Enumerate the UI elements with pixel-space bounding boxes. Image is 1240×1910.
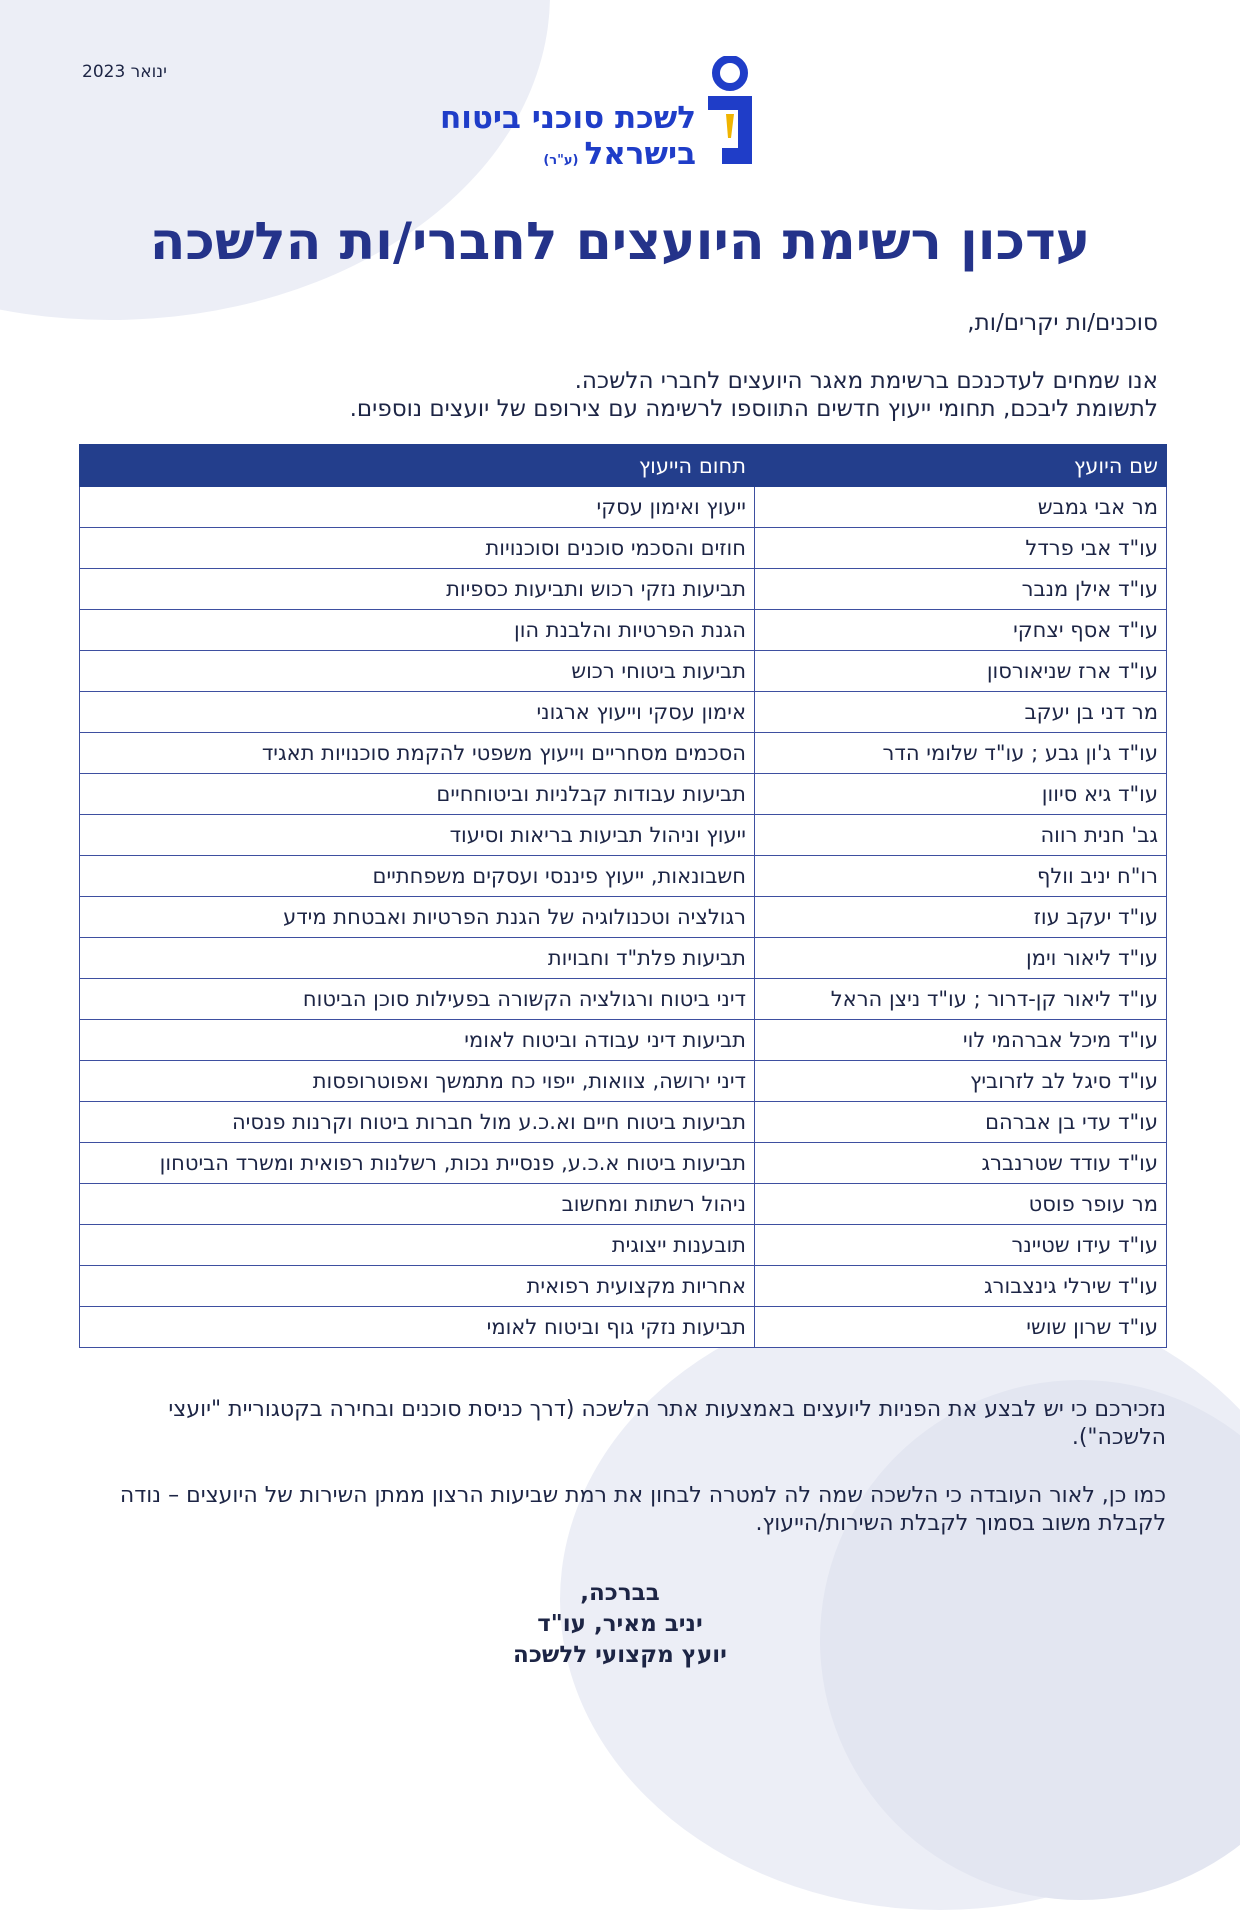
- logo-mark-icon: [700, 56, 760, 166]
- table-row: [80, 610, 1167, 651]
- advisor-name-cell: עו"ד עדי בן אברהם: [755, 1102, 1167, 1143]
- header-advisor-name: שם היועץ: [755, 445, 1167, 487]
- advisor-name-cell: עו"ד אבי פרדל: [755, 528, 1167, 569]
- table-body: [80, 487, 1167, 1348]
- logo-line2-text: בישראל: [584, 136, 696, 172]
- advisor-name-cell: עו"ד ג'ון גבע ; עו"ד שלומי הדר: [755, 733, 1167, 774]
- page-title: עדכון רשימת היועצים לחברי/ות הלשכה: [149, 212, 1091, 272]
- advisory-field-cell: תובענות ייצוגית: [80, 1225, 755, 1266]
- advisor-name-cell: עו"ד מיכל אברהמי לוי: [755, 1020, 1167, 1061]
- closing-paragraph-1: נזכירכם כי יש לבצע את הפניות ליועצים באמצעות אתר הלשכה (דרך כניסת סוכנים ובחירה בקטגוריית "יועצי הלשכה").: [168, 1397, 1166, 1450]
- table-row: [80, 528, 1167, 569]
- table-row: [80, 979, 1167, 1020]
- table-row: [80, 1266, 1167, 1307]
- advisor-name-cell: עו"ד שרון שושי: [755, 1307, 1167, 1348]
- advisory-field-cell: תביעות פלת"ד וחבויות: [80, 938, 755, 979]
- logo-text: [440, 100, 696, 179]
- advisor-name-cell: עו"ד עודד שטרנברג: [755, 1143, 1167, 1184]
- signature-block: [0, 1578, 1240, 1671]
- advisory-field-cell: תביעות נזקי רכוש ותביעות כספיות: [80, 569, 755, 610]
- table-row: [80, 774, 1167, 815]
- advisory-field-cell: תביעות דיני עבודה וביטוח לאומי: [80, 1020, 755, 1061]
- advisory-field-cell: אימון עסקי וייעוץ ארגוני: [80, 692, 755, 733]
- advisor-name-cell: עו"ד שירלי גינצבורג: [755, 1266, 1167, 1307]
- table-row: [80, 1307, 1167, 1348]
- advisor-name-cell: מר עופר פוסט: [755, 1184, 1167, 1225]
- advisory-field-cell: אחריות מקצועית רפואית: [80, 1266, 755, 1307]
- closing-paragraph-2: כמו כן, לאור העובדה כי הלשכה שמה לה למטרה לבחון את רמת שביעות הרצון ממתן השירות של היועצים – נודה לקבלת משוב בסמוך לקבלת השירות/הייעוץ.: [119, 1483, 1166, 1536]
- advisor-name-cell: רו"ח יניב וולף: [755, 856, 1167, 897]
- table-row: [80, 569, 1167, 610]
- document-date: ינואר 2023: [82, 62, 167, 82]
- intro-line: לתשומת ליבכם, תחומי ייעוץ חדשים התווספו לרשימה עם צירופם של יועצים נוספים.: [349, 396, 1158, 422]
- advisor-name-cell: עו"ד אילן מנבר: [755, 569, 1167, 610]
- advisor-name-cell: מר אבי גמבש: [755, 487, 1167, 528]
- advisory-field-cell: חוזים והסכמי סוכנים וסוכנויות: [80, 528, 755, 569]
- advisor-name-cell: עו"ד יעקב עוז: [755, 897, 1167, 938]
- advisor-name-cell: מר דני בן יעקב: [755, 692, 1167, 733]
- table-header-row: [80, 445, 1167, 487]
- advisory-field-cell: דיני ביטוח ורגולציה הקשורה בפעילות סוכן הביטוח: [80, 979, 755, 1020]
- advisory-field-cell: דיני ירושה, צוואות, ייפוי כח מתמשך ואפוטרופסות: [80, 1061, 755, 1102]
- advisor-name-cell: עו"ד סיגל לב לזרוביץ: [755, 1061, 1167, 1102]
- table-row: [80, 815, 1167, 856]
- table-row: [80, 1184, 1167, 1225]
- signature-name: יניב מאיר, עו"ד: [537, 1611, 703, 1637]
- advisor-name-cell: גב' חנית רווה: [755, 815, 1167, 856]
- table-row: [80, 487, 1167, 528]
- advisor-name-cell: עו"ד גיא סיוון: [755, 774, 1167, 815]
- table-row: [80, 897, 1167, 938]
- logo-suffix: (ע"ר): [543, 153, 579, 168]
- advisory-field-cell: תביעות עבודות קבלניות וביטוחחיים: [80, 774, 755, 815]
- advisor-name-cell: עו"ד ליאור וימן: [755, 938, 1167, 979]
- logo-line1: לשכת סוכני ביטוח: [439, 100, 696, 136]
- signature-role: יועץ מקצועי ללשכה: [513, 1642, 727, 1668]
- advisory-field-cell: תביעות נזקי גוף וביטוח לאומי: [80, 1307, 755, 1348]
- signature-greeting: בברכה,: [580, 1580, 660, 1606]
- table-row: [80, 1143, 1167, 1184]
- table-row: [80, 1061, 1167, 1102]
- advisory-field-cell: הגנת הפרטיות והלבנת הון: [80, 610, 755, 651]
- advisory-field-cell: ניהול רשתות ומחשוב: [80, 1184, 755, 1225]
- table-row: [80, 1102, 1167, 1143]
- advisors-table: [79, 444, 1167, 1348]
- advisory-field-cell: הסכמים מסחריים וייעוץ משפטי להקמת סוכנויות תאגיד: [80, 733, 755, 774]
- logo-line2: [440, 136, 696, 179]
- greeting: סוכנים/ות יקרים/ות,: [967, 310, 1158, 336]
- advisor-name-cell: עו"ד ארז שניאורסון: [755, 651, 1167, 692]
- advisor-name-cell: עו"ד ליאור קן-דרור ; עו"ד ניצן הראל: [755, 979, 1167, 1020]
- table-row: [80, 856, 1167, 897]
- table-row: [80, 733, 1167, 774]
- advisory-field-cell: רגולציה וטכנולוגיה של הגנת הפרטיות ואבטחת מידע: [80, 897, 755, 938]
- advisory-field-cell: תביעות ביטוח א.כ.ע, פנסיית נכות, רשלנות רפואית ומשרד הביטחון: [80, 1143, 755, 1184]
- table-row: [80, 692, 1167, 733]
- advisory-field-cell: תביעות ביטוחי רכוש: [80, 651, 755, 692]
- table-row: [80, 938, 1167, 979]
- advisors-table-container: [79, 444, 1167, 1348]
- intro-line: אנו שמחים לעדכנכם ברשימת מאגר היועצים לחברי הלשכה.: [574, 368, 1158, 394]
- table-row: [80, 1225, 1167, 1266]
- advisory-field-cell: חשבונאות, ייעוץ פיננסי ועסקים משפחתיים: [80, 856, 755, 897]
- table-row: [80, 651, 1167, 692]
- advisory-field-cell: ייעוץ וניהול תביעות בריאות וסיעוד: [80, 815, 755, 856]
- table-row: [80, 1020, 1167, 1061]
- advisory-field-cell: ייעוץ ואימון עסקי: [80, 487, 755, 528]
- advisory-field-cell: תביעות ביטוח חיים וא.כ.ע מול חברות ביטוח וקרנות פנסיה: [80, 1102, 755, 1143]
- chamber-logo: [439, 56, 790, 172]
- advisor-name-cell: עו"ד עידו שטיינר: [755, 1225, 1167, 1266]
- intro-paragraph: [58, 367, 1158, 423]
- advisor-name-cell: עו"ד אסף יצחקי: [755, 610, 1167, 651]
- header-advisory-field: תחום הייעוץ: [80, 445, 755, 487]
